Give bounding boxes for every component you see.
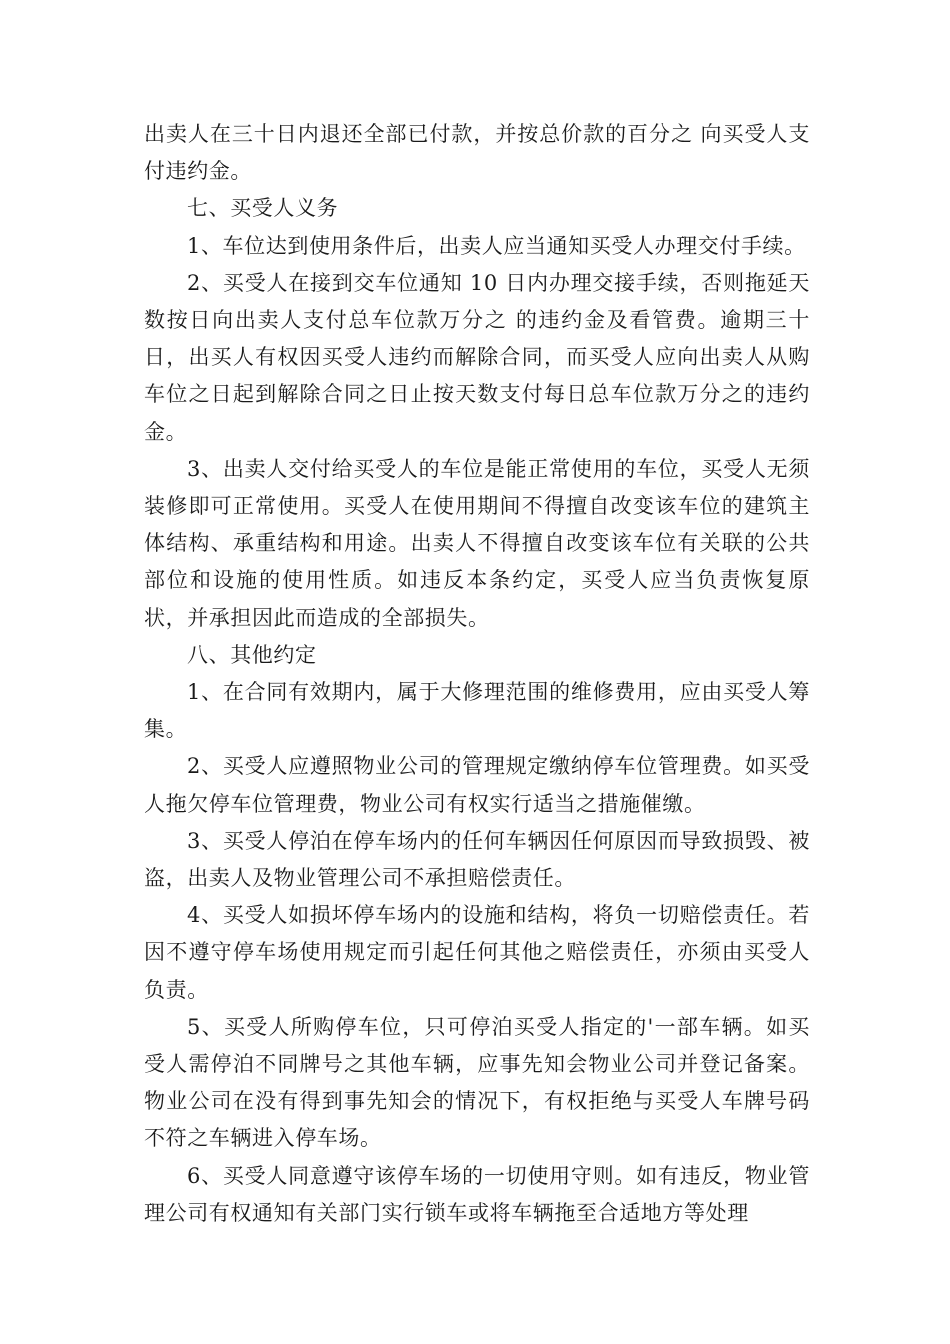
paragraph-item: 5、买受人所购停车位，只可停泊买受人指定的'一部车辆。如买受人需停泊不同牌号之其他车辆，应事先知会物业公司并登记备案。物业公司在没有得到事先知会的情况下，有权拒绝与买受人车牌号码不符之车辆进入停车场。 (144, 1014, 810, 1151)
section-heading-other-agreements: 八、其他约定 (187, 642, 317, 667)
document-page (144, 116, 810, 1232)
paragraph-item: 3、买受人停泊在停车场内的任何车辆因任何原因而导致损毁、被盗，出卖人及物业管理公司不承担赔偿责任。 (144, 828, 810, 891)
paragraph-item: 1、车位达到使用条件后，出卖人应当通知买受人办理交付手续。 (187, 233, 806, 258)
paragraph-item: 1、在合同有效期内，属于大修理范围的维修费用，应由买受人筹集。 (144, 680, 810, 742)
paragraph-item: 4、买受人如损坏停车场内的设施和结构，将负一切赔偿责任。若因不遵守停车场使用规定而引起任何其他之赔偿责任，亦须由买受人负责。 (144, 903, 810, 1002)
paragraph-item: 6、买受人同意遵守该停车场的一切使用守则。如有违反，物业管理公司有权通知有关部门实行锁车或将车辆拖至合适地方等处理 (144, 1163, 810, 1225)
paragraph-item: 3、出卖人交付给买受人的车位是能正常使用的车位，买受人无须装修即可正常使用。买受人在使用期间不得擅自改变该车位的建筑主体结构、承重结构和用途。出卖人不得擅自改变该车位有关联的公共部位和设施的使用性质。如违反本条约定，买受人应当负责恢复原状，并承担因此而造成的全部损失。 (144, 456, 810, 630)
paragraph-item: 2、买受人应遵照物业公司的管理规定缴纳停车位管理费。如买受人拖欠停车位管理费，物业公司有权实行适当之措施催缴。 (144, 754, 810, 816)
section-heading-buyer-obligations: 七、买受人义务 (187, 196, 339, 221)
paragraph-continuation: 出卖人在三十日内退还全部已付款，并按总价款的百分之 向买受人支付违约金。 (144, 122, 810, 184)
paragraph-item: 2、买受人在接到交车位通知 10 日内办理交接手续，否则拖延天数按日向出卖人支付总车位款万分之 的违约金及看管费。逾期三十日，出买人有权因买受人违约而解除合同，而买受人应向出卖人从购车位之日起到解除合同之日止按天数支付每日总车位款万分之的违约金。 (144, 270, 810, 444)
